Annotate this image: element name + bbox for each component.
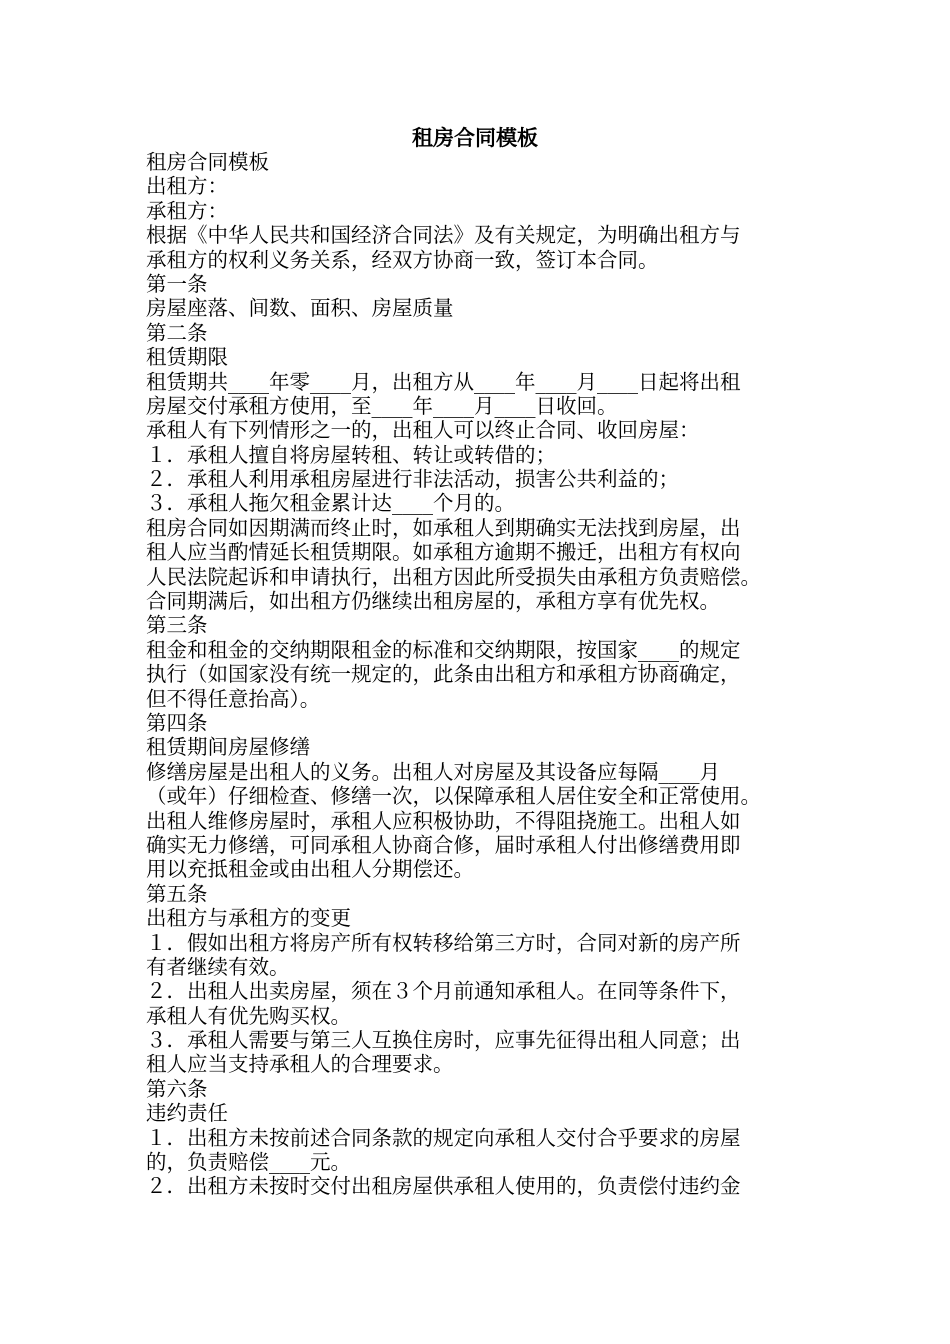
- document-line: 根据《中华人民共和国经济合同法》及有关规定，为明确出租方与: [146, 223, 741, 248]
- document-line: 但不得任意抬高）。: [146, 686, 321, 711]
- document-line: 执行（如国家没有统一规定的，此条由出租方和承租方协商确定，: [146, 662, 741, 687]
- document-line: 租人应当支持承租人的合理要求。: [146, 1052, 454, 1077]
- document-line: 用以充抵租金或由出租人分期偿还。: [146, 857, 474, 882]
- document-line: ３．承租人需要与第三人互换住房时，应事先征得出租人同意；出: [146, 1028, 741, 1053]
- document-line: 承租方：: [146, 198, 228, 223]
- document-line: 出租方与承租方的变更: [146, 906, 351, 931]
- document-line: 第六条: [146, 1076, 208, 1101]
- document-line: 第三条: [146, 613, 208, 638]
- document-line: 违约责任: [146, 1101, 228, 1126]
- document-line: ２．出租方未按时交付出租房屋供承租人使用的，负责偿付违约金: [146, 1174, 741, 1199]
- document-line: １．承租人擅自将房屋转租、转让或转借的；: [146, 442, 556, 467]
- document-line: 第四条: [146, 710, 208, 735]
- document-line: 房屋交付承租方使用，至____年____月____日收回。: [146, 393, 618, 418]
- document-line: 租房合同如因期满而终止时，如承租人到期确实无法找到房屋，出: [146, 515, 741, 540]
- document-line: 出租方：: [146, 174, 228, 199]
- document-body: [146, 150, 810, 1199]
- document-line: ２．出租人出卖房屋，须在３个月前通知承租人。在同等条件下，: [146, 979, 741, 1004]
- document-line: ２．承租人利用承租房屋进行非法活动，损害公共利益的；: [146, 467, 679, 492]
- document-line: 租赁期限: [146, 345, 228, 370]
- document-line: ３．承租人拖欠租金累计达____个月的。: [146, 491, 515, 516]
- document-title: 租房合同模板: [412, 126, 538, 150]
- document-line: 确实无力修缮，可同承租人协商合修，届时承租人付出修缮费用即: [146, 832, 741, 857]
- document-line: （或年）仔细检查、修缮一次，以保障承租人居住安全和正常使用。: [146, 784, 761, 809]
- document-line: 修缮房屋是出租人的义务。出租人对房屋及其设备应每隔____月: [146, 759, 720, 784]
- document-line: 承租人有下列情形之一的，出租人可以终止合同、收回房屋：: [146, 418, 700, 443]
- document-line: 租赁期间房屋修缮: [146, 735, 310, 760]
- document-line: 的，负责赔偿____元。: [146, 1150, 351, 1175]
- document-line: 租金和租金的交纳期限租金的标准和交纳期限，按国家____的规定: [146, 637, 741, 662]
- document-line: 租人应当酌情延长租赁期限。如承租方逾期不搬迁，出租方有权向: [146, 540, 741, 565]
- document-line: 合同期满后，如出租方仍继续出租房屋的，承租方享有优先权。: [146, 589, 720, 614]
- document-line: 租房合同模板: [146, 150, 269, 174]
- document-line: 第五条: [146, 881, 208, 906]
- document-line: 有者继续有效。: [146, 954, 290, 979]
- document-line: １．假如出租方将房产所有权转移给第三方时，合同对新的房产所: [146, 930, 741, 955]
- document-line: 租赁期共____年零____月，出租方从____年____月____日起将出租: [146, 369, 741, 394]
- document-line: 人民法院起诉和申请执行，出租方因此所受损失由承租方负责赔偿。: [146, 564, 761, 589]
- document-line: 第一条: [146, 271, 208, 296]
- document-line: １．出租方未按前述合同条款的规定向承租人交付合乎要求的房屋: [146, 1125, 741, 1150]
- document-line: 房屋座落、间数、面积、房屋质量: [146, 296, 454, 321]
- document-line: 第二条: [146, 320, 208, 345]
- document-line: 承租方的权利义务关系，经双方协商一致，签订本合同。: [146, 247, 659, 272]
- document-line: 出租人维修房屋时，承租人应积极协助，不得阻挠施工。出租人如: [146, 808, 741, 833]
- document-line: 承租人有优先购买权。: [146, 1003, 351, 1028]
